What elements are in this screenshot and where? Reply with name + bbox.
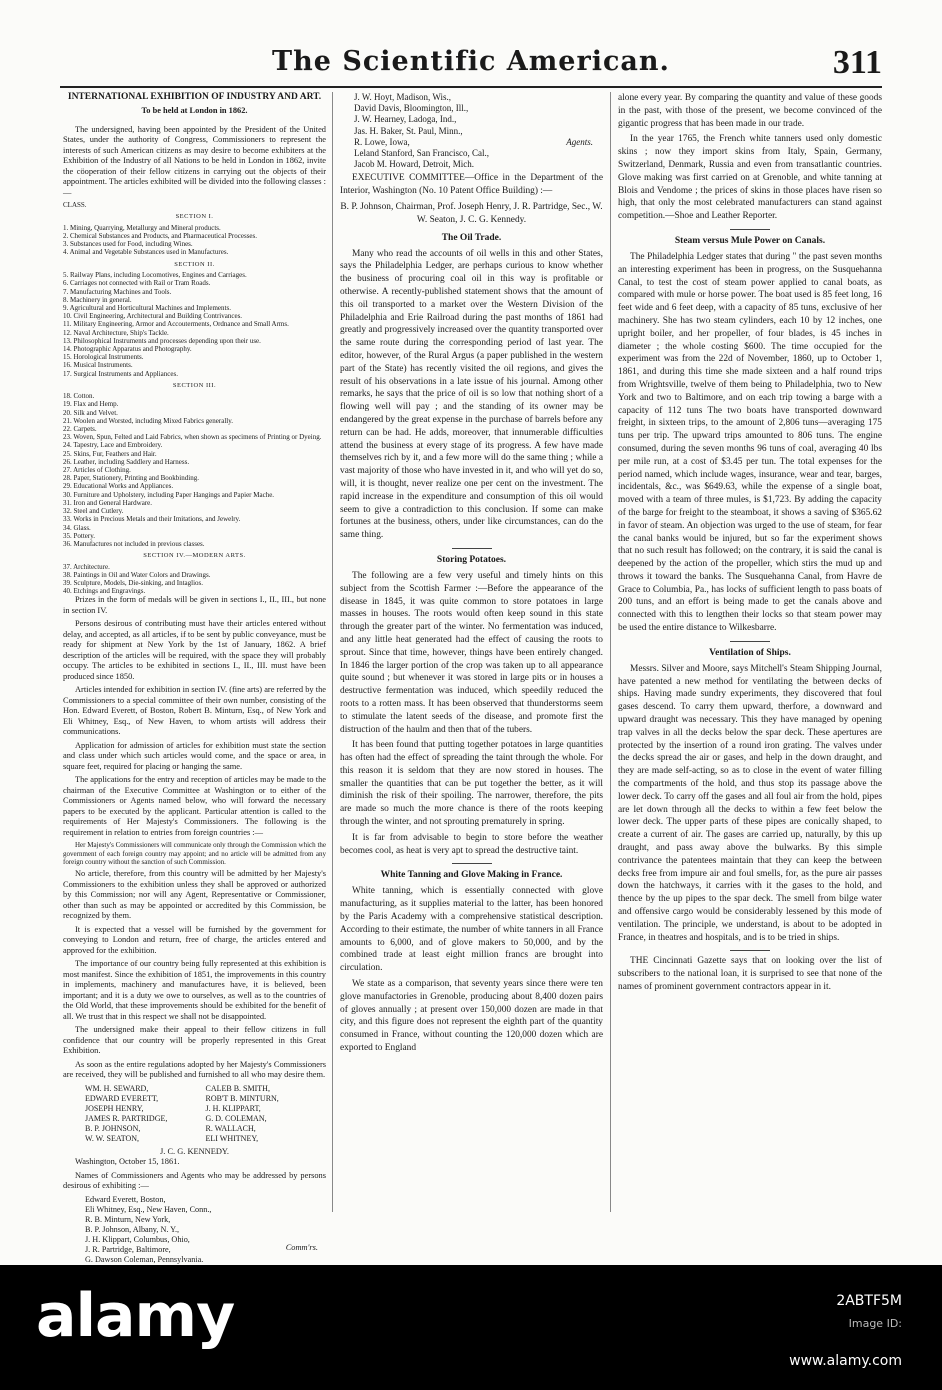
top-rule <box>60 86 882 88</box>
column-divider <box>332 92 333 1212</box>
list-item: 1. Mining, Quarrying, Metallurgy and Mineral products. <box>63 223 221 232</box>
list-item: Eli Whitney, Esq., New Haven, Conn., <box>85 1204 212 1214</box>
divider <box>730 950 770 951</box>
list-item: W. W. SEATON, <box>85 1133 140 1143</box>
list-item: 15. Horological Instruments. <box>63 353 144 362</box>
paragraph: The importance of our country being fully represented at this exhibition is most manifest. Since the exhibition of 1851, the improvements in this country in implements, machinery and manufactures have, it is believed, been important; and it is a duty we owe to ourselves, as well as to the countries of the Old World, that these improvements should be exhibited for the benefit of all. We trust that in this respect we shall not be disappointed. <box>63 959 326 1021</box>
list-item: J. W. Hoyt, Madison, Wis., <box>354 92 451 102</box>
list-item: G. D. COLEMAN, <box>205 1113 267 1123</box>
paragraph: White tanning, which is essentially connected with glove manufacturing, as it supplies material to the latter, has been honored by the Paris Academy with a comprehensive statistical description. According to their estimate, the number of white tanners in all France amounts to 6,000, and of glove makers to 50,000, and by the combined trade at least eight million francs are brought into circulation. <box>340 886 603 974</box>
list-item: 40. Etchings and Engravings. <box>63 587 146 596</box>
watermark-bar <box>0 1265 942 1390</box>
commissioners-list <box>85 1195 326 1265</box>
column-divider <box>610 92 611 1212</box>
list-item: CALEB B. SMITH, <box>205 1083 270 1093</box>
class-list <box>63 271 326 378</box>
list-item: 10. Civil Engineering, Architectural and Building Contrivances. <box>63 312 243 321</box>
list-item: 12. Naval Architecture, Ship's Tackle. <box>63 328 169 337</box>
signatories <box>85 1084 326 1144</box>
column-2 <box>340 92 603 1214</box>
list-item: 35. Pottery. <box>63 531 96 540</box>
list-item: 18. Cotton. <box>63 392 95 401</box>
list-item: 11. Military Engineering, Armor and Accouterments, Ordnance and Small Arms. <box>63 320 289 329</box>
agents-list <box>354 92 603 170</box>
list-item: G. Dawson Coleman, Pennsylvania. <box>85 1254 204 1264</box>
list-item: 32. Steel and Cutlery. <box>63 507 124 516</box>
list-item: 5. Railway Plans, including Locomotives, Engines and Carriages. <box>63 271 247 280</box>
list-item: B. P. Johnson, Albany, N. Y., <box>85 1224 180 1234</box>
section-label: SECTION II. <box>174 260 215 268</box>
list-item: R. B. Minturn, New York, <box>85 1214 171 1224</box>
paragraph: The applications for the entry and reception of articles may be made to the chairman of the Executive Committee at Washington or to either of the Commissioners or Agents named below, who will forward the necessary papers to be executed by the applicant. Particular attention is called to the requirements of Her Majesty's Commissioners. The following is the requirement in relation to entries from foreign countries :— <box>63 775 326 837</box>
footer-url: www.alamy.com <box>789 1353 902 1369</box>
list-item: 34. Glass. <box>63 523 91 532</box>
column-3 <box>618 92 882 1214</box>
list-item: 29. Educational Works and Appliances. <box>63 482 174 491</box>
signatory-last: J. C. G. KENNEDY. <box>160 1146 229 1156</box>
list-item: 27. Articles of Clothing. <box>63 466 131 475</box>
list-item: 22. Carpets. <box>63 425 97 434</box>
list-item: 30. Furniture and Upholstery, including Paper Hangings and Papier Mache. <box>63 490 275 499</box>
list-item: 16. Musical Instruments. <box>63 361 133 370</box>
list-item: Leland Stanford, San Francisco, Cal., <box>354 148 489 159</box>
list-item: 3. Substances used for Food, including Wines. <box>63 240 193 249</box>
list-item: Edward Everett, Boston, <box>85 1194 166 1204</box>
section-label: SECTION I. <box>175 213 214 221</box>
list-item: B. P. JOHNSON, <box>85 1123 141 1133</box>
list-item: EDWARD EVERETT, <box>85 1093 159 1103</box>
list-item: J. W. Hearney, Ladoga, Ind., <box>354 114 457 125</box>
list-item: 20. Silk and Velvet. <box>63 408 118 417</box>
paragraph: Articles intended for exhibition in section IV. (fine arts) are referred by the Commissioners to a special committee of their own number, consisting of the Hon. Edward Everett, of Boston, Robert B. Minturn, Esq., of New York and Eli Whitney, Esq., of New Haven, to whom artists will address their communications. <box>63 685 326 737</box>
list-item: 19. Flax and Hemp. <box>63 400 119 409</box>
paragraph: Messrs. Silver and Moore, says Mitchell's Steam Shipping Journal, have patented a new method for ventilating the between decks of ships. Having made sundry experiments, they discovered that foul gases descend. To carry them upward, therfore, a downward and upward draught was necessary. This they have managed by opening trap valves in all the decks below the spar deck. These apertures are protected by the insertion of a round iron grating. The valves under the decks spread the air or gases, and help in the down draught, and they are made self-acting, so as to close in the event of water filling the compartments of the hold, and thus stop its passage above the lower deck. To carry off the gases and all foul air from the hold, pipes are let down through all the decks to within a few feet below the lower deck. The upper parts of these pipes are conically shaped, to create a current of air. The gases are carried up, naturally, by this up draught, and pass away above the bulwarks. By this simple contrivance the patentees maintain that they can keep the between decks free from impure air and foul smells, for, as the pure air passes down the hatchways, it carries with it the gases to the hold, and thence by the up pipes to the spar deck. The smell from bilge water and offensive cargo would be considerably lessened by this mode of ventilation. The principle, we understand, is about to be adopted in France, in theatres and hospitals, and is to be tried in ships. <box>618 663 882 943</box>
list-item: Jas. H. Baker, St. Paul, Minn., <box>354 125 463 136</box>
paragraph: Many who read the accounts of oil wells in this and other States, says the Philadelphia Ledger, are perhaps curious to know whether the business of procuring coal oil in this way is profitable or otherwise. A recently-published statement shows that the amount of this oil transported to a market over the Western Division of the Philadelphia and Erie Railroad during the past months of 1861 had greatly and progressively increased over the quantity transported over the same route during the corresponding period of last year. The editor, however, of the Rural Argus (a paper published in the western part of the State) has recently visited the oil regions, and gives the result of his observations in a late issue of his journal. Among other remarks, he says that the price of oil is so low that nothing short of a flowing well will pay ; and the standing of its owner may be endangered by the great expense in the purchase of barrels before any return can be had. He adds, moreover, that innumerable difficulties attend the business at every stage of its progress. A few have made themselves rich by it, and a few more will do the same thing ; while a vast majority of those who have invested in it, and who will yet do so, will, it is thought, never realize one per cent on the investment. The rapid increase in the expenditure and consumption of this oil would seem to give a contradiction to this conclusion. If some can make fortunes at the business, others, under like circumstances, can do the same thing. <box>340 248 603 541</box>
list-item: J. H. Klippart, Columbus, Ohio, <box>85 1234 190 1244</box>
class-list <box>63 392 326 548</box>
section-label: SECTION III. <box>172 381 217 389</box>
list-item: 7. Manufacturing Machines and Tools. <box>63 287 172 296</box>
paragraph: It is expected that a vessel will be furnished by the government for conveying to London and return, free of charge, the articles entered and approved for the exhibition. <box>63 924 326 955</box>
paragraph: The undersigned, having been appointed by the President of the United States, under the authority of Congress, Commissioners to represent the interests of such American citizens as may desire to become exhibiters at the Exhibition of the Industry of all Nations to be held in London in 1862, invite the cöoperation of their fellow citizens in carrying out the objects of their appointment. The articles exhibited will be divided into the following classes :— <box>63 124 326 197</box>
paragraph: The undersigned make their appeal to their fellow citizens in full confidence that our country will be properly represented in this Great Exhibition. <box>63 1025 326 1056</box>
executive-members: B. P. Johnson, Chairman, Prof. Joseph Henry, J. R. Partridge, Sec., W. W. Seaton, J. C. G. Kennedy. <box>340 202 603 225</box>
page-number: 311 <box>832 44 882 81</box>
class-header: CLASS. <box>63 201 87 209</box>
paragraph: It is far from advisable to begin to store before the weather becomes cool, as heat is very apt to spread the destructive taint. <box>340 832 603 856</box>
list-item: 9. Agricultural and Horticultural Machines and Implements. <box>63 303 231 312</box>
article-heading-oil: The Oil Trade. <box>441 232 502 243</box>
list-item: 24. Tapestry, Lace and Embroidery. <box>63 441 163 450</box>
class-list <box>63 224 326 257</box>
list-item: 25. Skins, Fur, Feathers and Hair. <box>63 449 157 458</box>
masthead <box>60 44 882 84</box>
paragraph: The following are a few very useful and timely hints on this subject from the Scottish Farmer :—Before the appearance of the disease in 1845, it was quite common to store potatoes in large masses in houses. The roots would often keep sound in this state through the greater part of the winter. No fermentation was induced, and any little heat generated had the effect of causing the roots to sprout. Since that time, however, things have been entirely changed. In 1846 the larger portion of the crop was taken up to all appearance quite sound ; but whenever it was stored in large pits or in houses a destructive fermentation was induced, which speedily reduced the roots to a rotten mass. It has been observed that thunderstorms seem to stimulate the latent seeds of the disease, and promote first the distruction of the haulm and then that of the tubers. <box>340 570 603 735</box>
list-item: 21. Woolen and Worsted, including Mixed Fabrics generally. <box>63 416 234 425</box>
alamy-logo: alamy <box>36 1281 235 1351</box>
image-id: 2ABTF5M <box>836 1293 902 1309</box>
image-id-label: Image ID: <box>848 1317 902 1330</box>
list-item: 39. Sculpture, Models, Die-sinking, and Intaglios. <box>63 579 203 588</box>
paragraph: Names of Commissioners and Agents who may be addressed by persons desirous of exhibiting :— <box>63 1170 326 1191</box>
article-heading-glove: White Tanning and Glove Making in France. <box>380 870 563 881</box>
list-item: ELI WHITNEY, <box>205 1133 259 1143</box>
article-heading-steam: Steam versus Mule Power on Canals. <box>674 235 826 246</box>
article-heading-potatoes: Storing Potatoes. <box>436 554 507 565</box>
section-label: SECTION IV.—MODERN ARTS. <box>143 552 246 560</box>
list-item: 23. Woven, Spun, Felted and Laid Fabrics, when shown as specimens of Printing or Dyeing. <box>63 433 322 442</box>
divider <box>730 641 770 642</box>
article-subheading: To be held at London in 1862. <box>141 106 248 115</box>
list-item: ROB'T B. MINTURN, <box>205 1093 279 1103</box>
divider <box>452 548 492 549</box>
dateline: Washington, October 15, 1861. <box>75 1157 180 1167</box>
list-item: 36. Manufactures not included in previous classes. <box>63 539 205 548</box>
list-item: Jacob M. Howard, Detroit, Mich. <box>354 159 474 170</box>
commissioners-label: Comm'rs. <box>285 1242 318 1252</box>
list-item: 8. Machinery in general. <box>63 295 132 304</box>
paragraph: It has been found that putting together potatoes in large quantities has often had the effect of spreading the taint through the whole. For this reason it is seldom that they are now stored in houses. The smaller the quantities that can be put together the better, as it will diminish the risk of their spoiling. The narrower, therefore, the pits are made so much the more chance is there of the roots keeping through the winter, and not sprouting prematurely in spring. <box>340 740 603 828</box>
paragraph: In the year 1765, the French white tanners used only domestic skins ; now they import skins from Italy, Spain, Germany, Switzerland, Denmark, Russia and even from transatlantic countries. Glove making was first carried on at Grenoble, and white tanning at Blois and Vendome ; the prices of skins in those places have risen so high, that only the most celebrated manufacturers can stand against competition.—Shoe and Leather Reporter. <box>618 134 882 222</box>
masthead-title: The Scientific American. <box>272 46 670 77</box>
divider <box>452 863 492 864</box>
paragraph: Prizes in the form of medals will be given in sections I., II., III., but none in section IV. <box>63 595 326 615</box>
list-item: 28. Paper, Stationery, Printing and Bookbinding. <box>63 474 199 483</box>
list-item: 6. Carriages not connected with Rail or Tram Roads. <box>63 279 211 288</box>
list-item: 26. Leather, including Saddlery and Harness. <box>63 457 190 466</box>
list-item: 33. Works in Precious Metals and their Imitations, and Jewelry. <box>63 515 241 524</box>
list-item: 4. Animal and Vegetable Substances used in Manufactures. <box>63 248 229 257</box>
list-item: 37. Architecture. <box>63 562 110 571</box>
list-item: J. H. KLIPPART, <box>205 1103 261 1113</box>
article-heading-exhibition: INTERNATIONAL EXHIBITION OF INDUSTRY AND ART. <box>67 92 322 102</box>
paragraph: EXECUTIVE COMMITTEE—Office in the Department of the Interior, Washington (No. 10 Patent Office Building) :— <box>340 173 603 197</box>
agents-label: Agents. <box>566 137 593 147</box>
list-item: 14. Photographic Apparatus and Photography. <box>63 344 192 353</box>
list-item: 2. Chemical Substances and Products, and Pharmaceutical Processes. <box>63 232 258 240</box>
list-item: JOSEPH HENRY, <box>85 1103 144 1113</box>
list-item: 38. Paintings in Oil and Water Colors and Drawings. <box>63 570 211 579</box>
list-item: J. R. Partridge, Baltimore, <box>85 1244 171 1254</box>
list-item: 31. Iron and General Hardware. <box>63 498 153 507</box>
commissioners-block <box>63 1195 326 1265</box>
paragraph: THE Cincinnati Gazette says that on looking over the list of subscribers to the national loan, it is surprised to see that none of the names of prominent government contractors appear in it. <box>618 956 882 992</box>
list-item: WM. H. SEWARD, <box>85 1083 149 1093</box>
list-item: David Davis, Bloomington, Ill., <box>354 103 469 114</box>
column-1 <box>63 92 326 1264</box>
paragraph: As soon as the entire regulations adopted by her Majesty's Commissioners are received, they will be published and furnished to all who may desire them. <box>63 1059 326 1080</box>
divider <box>730 229 770 230</box>
agents-block <box>354 92 603 170</box>
paragraph: No article, therefore, from this country will be admitted by her Majesty's Commissioners to the exhibition unless they shall be approved or authorized by this Commission; nor will any Agent, Representative or Commissioner, other than such as may be appointed or accredited by this Commission, be recognized by them. <box>63 869 326 921</box>
list-item: R. WALLACH, <box>205 1123 256 1133</box>
quoted-requirement: Her Majesty's Commissioners will communicate only through the Commission which the government of each foreign country may appoint; and no article will be admitted from any foreign country without the sanction of such Commission. <box>63 841 326 867</box>
list-item: JAMES R. PARTRIDGE, <box>85 1113 168 1123</box>
paragraph: We state as a comparison, that seventy years since there were ten glove manufactories in Grenoble, producing about 8,400 dozen pairs of gloves annually ; at present over 150,000 dozen are made in that city, and this figure does not represent the eighth part of the quantity consumed in France, without counting the 120,000 dozen which are exported to England <box>340 979 603 1054</box>
paragraph: Application for admission of articles for exhibition must state the section and class under which such articles would come, and the space or area, in square feet, required for placing or hanging the same. <box>63 740 326 771</box>
article-heading-ventilation: Ventilation of Ships. <box>709 647 791 658</box>
paragraph: Persons desirous of contributing must have their articles entered without delay, and accepted, as all articles, if to be sent by public conveyance, must be ready for shipment at New York by the 1st of January, 1862. A brief description of the articles will be required, with the space they will probably occupy. The articles to be exhibited in sections I., II., III. must have been produced since 1850. <box>63 619 326 681</box>
paragraph: alone every year. By comparing the quantity and value of these goods in the past, with those of the present, we become convinced of the gigantic progress that has been made in our trade. <box>618 93 882 129</box>
paragraph: The Philadelphia Ledger states that during " the past seven months an interesting experiment has been in progress, on the Susquehanna Canal, to test the cost of steam power applied to canal boats, as compared with mule or horse power. The boat used is 85 feet long, 16 feet wide and 6 feet deep, with a capacity of 85 tuns, exclusive of her machinery. She has two steam cylinders, each 10 by 12 inches, one upright boiler, and her propeller, of four blades, is 45 inches in diameter ; the whole costing $600. The time occupied for the experiment was from the 22d of November, 1860, up to October 1, 1861, and during this time she made sixteen and a half round trips from Wrightsville, twelve of them being to Philadelphia, two to New York and two to Baltimore, and on each trip towing a barge with a capacity of 112 tuns The two boats have transported downward freight, in sixteen trips, to the amount of 2,806 tuns—averaging 175 tuns per trip. The upward trips amounted to 806 tuns. The engine consumed, during the seven months 96 tuns of coal, averaging 40 lbs per mile run, at a cost of $3.45 per tun. The total expenses for the period named, which include wages, insurance, wear and tear, barges, incidentals, &c., was $649.63, while the expense of a single boat, moved with a team of three mules, is $1,723. By adding the capacity of the barge for freight to the steamboat, it shows a saving of $365.62 in favor of steam. An objection was urged to the use of steam, for fear the canal banks would be injured, but so far the experiment shows that no such result has followed; on the contrary, it is said the canal is deepened by the action of the propeller, which stirs the mud up and throws it toward the banks. The Susquehanna Canal, from Havre de Grace to Columbia, Pa., has locks of sufficient length to pass boats of 200 tuns, and an effort is being made to get the canals above and connected with this to lengthen their locks so that steam power may be used the entire distance to Wilkesbarre. <box>618 251 882 634</box>
list-item: 13. Philosophical Instruments and processes depending upon their use. <box>63 336 261 345</box>
class-list <box>63 563 326 596</box>
list-item: R. Lowe, Iowa, <box>354 136 410 147</box>
list-item: 17. Surgical Instruments and Appliances. <box>63 369 178 378</box>
